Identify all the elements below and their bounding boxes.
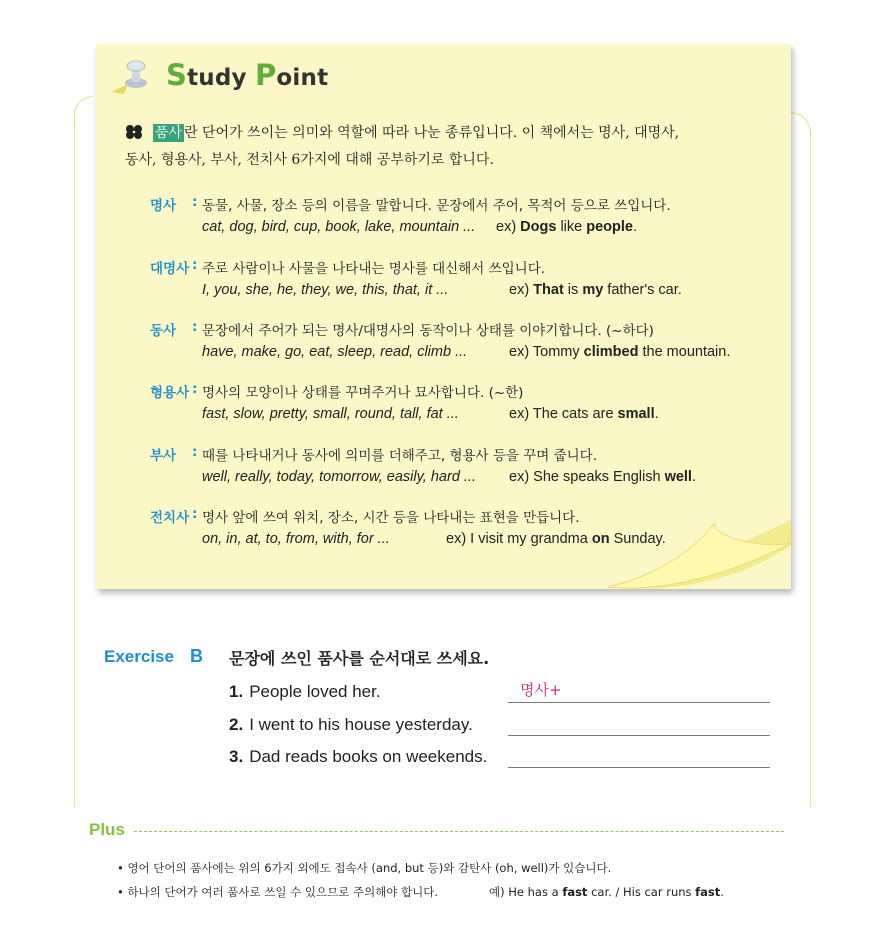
flower-bullet-icon xyxy=(125,124,143,140)
pos-example-sentence: ex) She speaks English well. xyxy=(509,469,696,485)
pos-term: 대명사 : xyxy=(150,257,198,277)
pos-term: 부사 : xyxy=(150,444,198,464)
page-curl-icon xyxy=(600,515,800,610)
question-item: 3. Dad reads books on weekends. xyxy=(229,747,488,766)
pos-examples: I, you, she, he, they, we, this, that, it ... xyxy=(202,282,449,298)
exercise-letter: B xyxy=(190,646,203,666)
exercise-instruction: 문장에 쓰인 품사를 순서대로 쓰세요. xyxy=(229,649,490,668)
pushpin-icon xyxy=(108,56,156,96)
pos-examples: fast, slow, pretty, small, round, tall, fat ... xyxy=(202,406,459,422)
intro-paragraph: 품사 란 단어가 쓰이는 의미와 역할에 따라 나눈 종류입니다. 이 책에서는 명사, 대명사, 동사, 형용사, 부사, 전치사 6가지에 대해 공부하기로 합니다. xyxy=(125,125,680,168)
pos-examples: have, make, go, eat, sleep, read, climb ... xyxy=(202,344,468,360)
pos-example-sentence: ex) Tommy climbed the mountain. xyxy=(509,344,731,360)
answer-handwritten[interactable]: 명사+ xyxy=(520,681,562,699)
pos-example-sentence: ex) That is my father's car. xyxy=(509,282,682,298)
page-frame-right xyxy=(790,112,811,807)
plus-item: • 하나의 단어가 여러 품사로 쓰일 수 있으므로 주의해야 합니다. 예) He has a fast car. / His car runs fast. xyxy=(117,885,724,899)
answer-line-1[interactable] xyxy=(508,701,770,703)
exercise-label: Exercise xyxy=(104,647,174,666)
pos-example-sentence: ex) Dogs like people. xyxy=(496,219,638,235)
plus-example: 예) He has a fast car. / His car runs fast. xyxy=(489,885,724,899)
answer-line-3[interactable] xyxy=(508,766,770,768)
answer-line-2[interactable] xyxy=(508,734,770,736)
highlight-term: 품사 xyxy=(155,125,183,141)
question-item: 1. People loved her. xyxy=(229,682,381,701)
page-frame-left xyxy=(74,96,93,807)
plus-divider xyxy=(134,831,784,832)
pos-term: 동사 : xyxy=(150,319,198,339)
pos-desc: 문장에서 주어가 되는 명사/대명사의 동작이나 상태를 이야기합니다. (~하다) xyxy=(202,323,654,339)
plus-item: • 영어 단어의 품사에는 위의 6가지 외에도 접속사 (and, but 등)와 감탄사 (oh, well)가 있습니다. xyxy=(117,861,612,875)
pos-examples: on, in, at, to, from, with, for ... xyxy=(202,531,390,547)
pos-term: 명사 : xyxy=(150,194,198,214)
plus-label: Plus xyxy=(89,820,125,839)
pos-desc: 명사 앞에 쓰여 위치, 장소, 시간 등을 나타내는 표현을 만듭니다. xyxy=(202,510,580,526)
question-item: 2. I went to his house yesterday. xyxy=(229,715,473,734)
pos-desc: 동물, 사물, 장소 등의 이름을 말합니다. 문장에서 주어, 목적어 등으로 쓰입니다. xyxy=(202,198,671,214)
pos-examples: well, really, today, tomorrow, easily, hard ... xyxy=(202,469,476,485)
pos-example-sentence: ex) I visit my grandma on Sunday. xyxy=(446,531,666,547)
pos-examples: cat, dog, bird, cup, book, lake, mountain ... xyxy=(202,219,476,235)
pos-term: 전치사 : xyxy=(150,506,198,526)
pos-desc: 명사의 모양이나 상태를 꾸며주거나 묘사합니다. (~한) xyxy=(202,385,524,401)
pos-example-sentence: ex) The cats are small. xyxy=(509,406,659,422)
pos-term: 형용사 : xyxy=(150,381,198,401)
pos-desc: 주로 사람이나 사물을 나타내는 명사를 대신해서 쓰입니다. xyxy=(202,261,546,277)
pos-desc: 때를 나타내거나 동사에 의미를 더해주고, 형용사 등을 꾸며 줍니다. xyxy=(202,448,598,464)
page-title: Study Point xyxy=(166,58,329,92)
